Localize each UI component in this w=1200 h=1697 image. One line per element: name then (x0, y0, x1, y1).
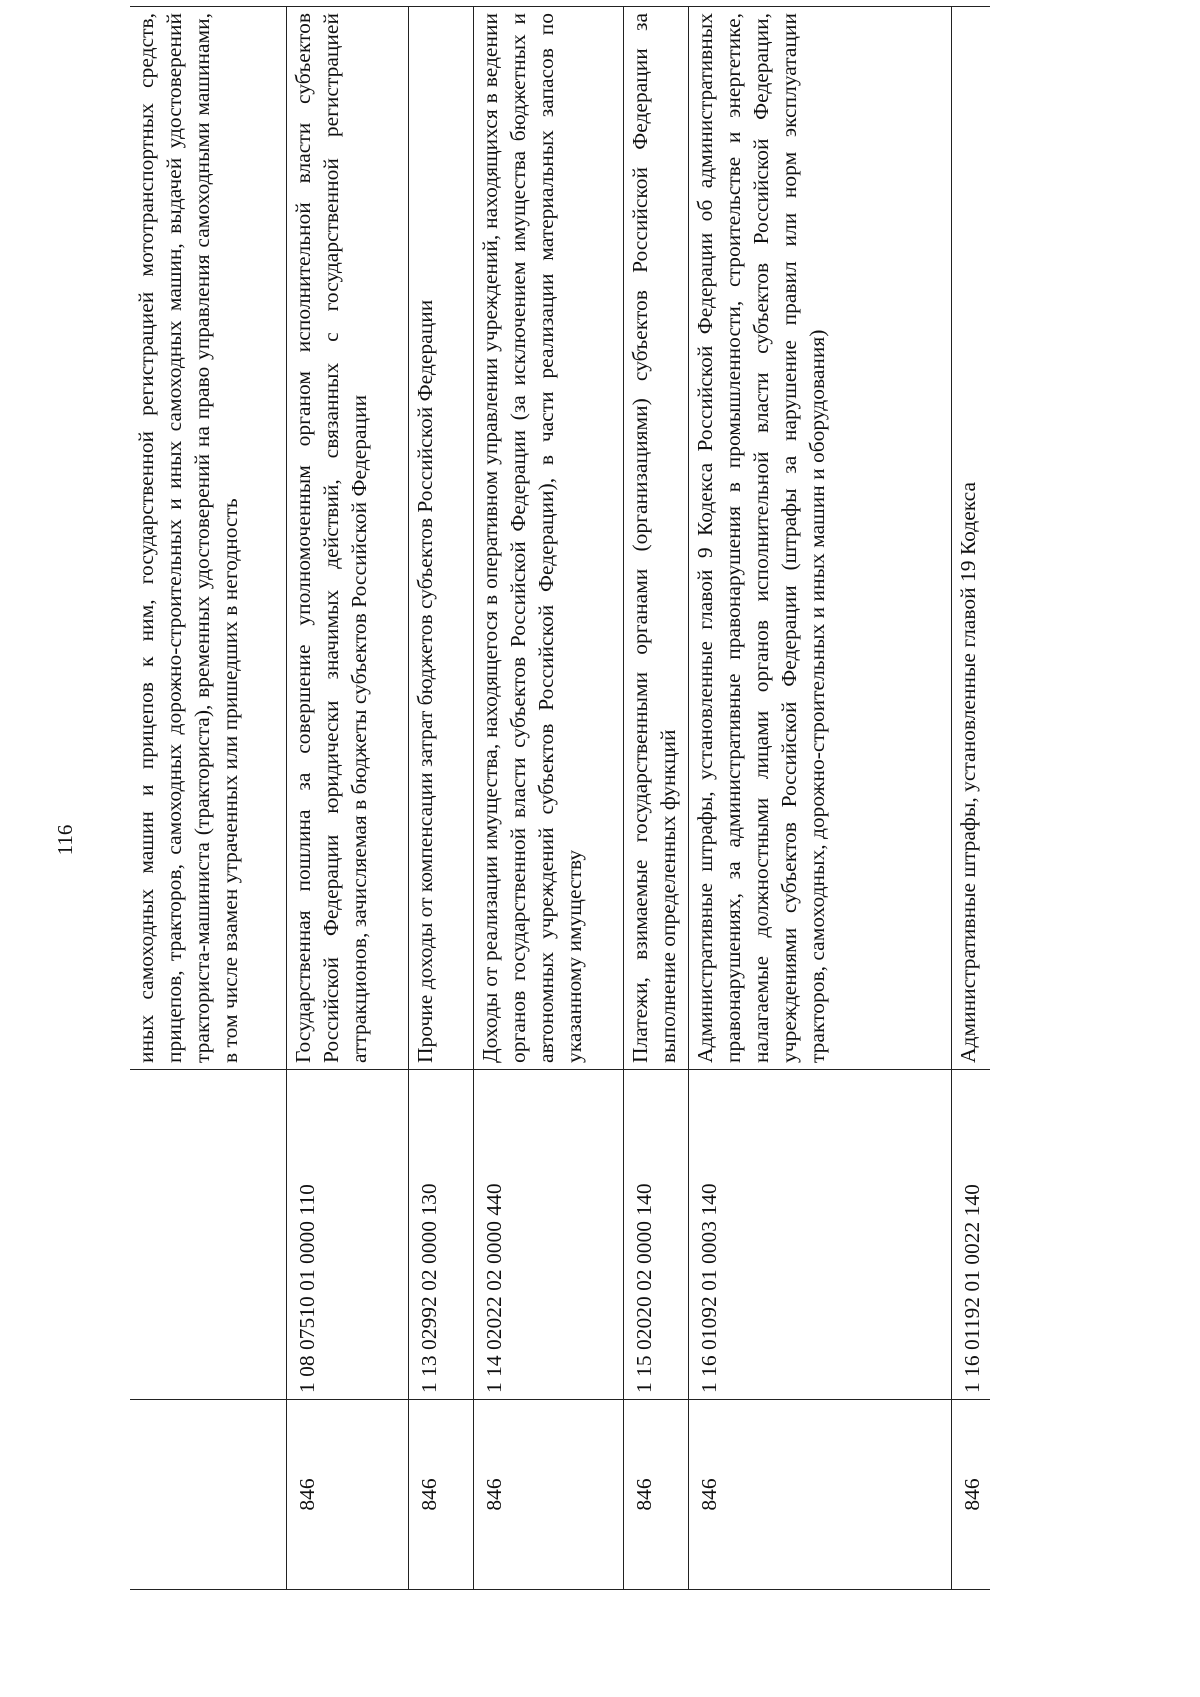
revenue-code-cell: 1 16 01192 01 0022 140 (952, 1070, 991, 1400)
table-row (624, 7, 689, 1590)
table-row (952, 7, 991, 1590)
description-cell: Прочие доходы от компенсации затрат бюджетов субъектов Российской Федерации (409, 7, 474, 1070)
description-cell: иных самоходных машин и прицепов к ним, государственной регистрацией мототранспортных средств, прицепов, тракторов, самоходных дорожно-строительных и иных самоходных машин, выдачей удостоверений тракториста-машиниста (тракториста), временных удостоверений на право управления самоходными машинами, в том числе взамен утраченных или пришедших в негодность (130, 7, 287, 1070)
table-row (287, 7, 409, 1590)
table-row (130, 7, 287, 1590)
revenue-codes-table (130, 7, 1052, 1590)
revenue-code-cell: 1 14 02022 02 0000 440 (474, 1070, 624, 1400)
revenue-code-cell: 1 13 02992 02 0000 130 (409, 1070, 474, 1400)
revenue-code-cell: 1 15 02020 02 0000 140 (624, 1070, 689, 1400)
admin-code-cell: 846 (952, 1400, 991, 1590)
admin-code-cell: 846 (474, 1400, 624, 1590)
table-row (689, 7, 952, 1590)
table (130, 6, 990, 1590)
revenue-code-cell (130, 1070, 287, 1400)
description-cell: Административные штрафы, установленные главой 19 Кодекса (952, 7, 991, 1070)
description-cell: Административные штрафы, установленные главой 9 Кодекса Российской Федерации об административных правонарушениях, за административные правонарушения в промышленности, строительстве и энергетике, налагаемые должностными лицами органов исполнительной власти субъектов Российской Федерации, учреждениями субъектов Российской Федерации (штрафы за нарушение правил или норм эксплуатации тракторов, самоходных, дорожно-строительных и иных машин и оборудования) (689, 7, 952, 1070)
admin-code-cell (130, 1400, 287, 1590)
description-cell: Доходы от реализации имущества, находящегося в оперативном управлении учреждений, находящихся в ведении органов государственной власти субъектов Российской Федерации (за исключением имущества бюджетных и автономных учреждений субъектов Российской Федерации), в части реализации материальных запасов по указанному имуществу (474, 7, 624, 1070)
admin-code-cell: 846 (409, 1400, 474, 1590)
table-row (474, 7, 624, 1590)
description-cell: Платежи, взимаемые государственными органами (организациями) субъектов Российской Федерации за выполнение определенных функций (624, 7, 689, 1070)
table-row (409, 7, 474, 1590)
page-number: 116 (53, 824, 77, 856)
revenue-code-cell: 1 16 01092 01 0003 140 (689, 1070, 952, 1400)
revenue-code-cell: 1 08 07510 01 0000 110 (287, 1070, 409, 1400)
admin-code-cell: 846 (287, 1400, 409, 1590)
admin-code-cell: 846 (689, 1400, 952, 1590)
admin-code-cell: 846 (624, 1400, 689, 1590)
description-cell: Государственная пошлина за совершение уполномоченным органом исполнительной власти субъектов Российской Федерации юридически значимых действий, связанных с государственной регистрацией аттракционов, зачисляемая в бюджеты субъектов Российской Федерации (287, 7, 409, 1070)
